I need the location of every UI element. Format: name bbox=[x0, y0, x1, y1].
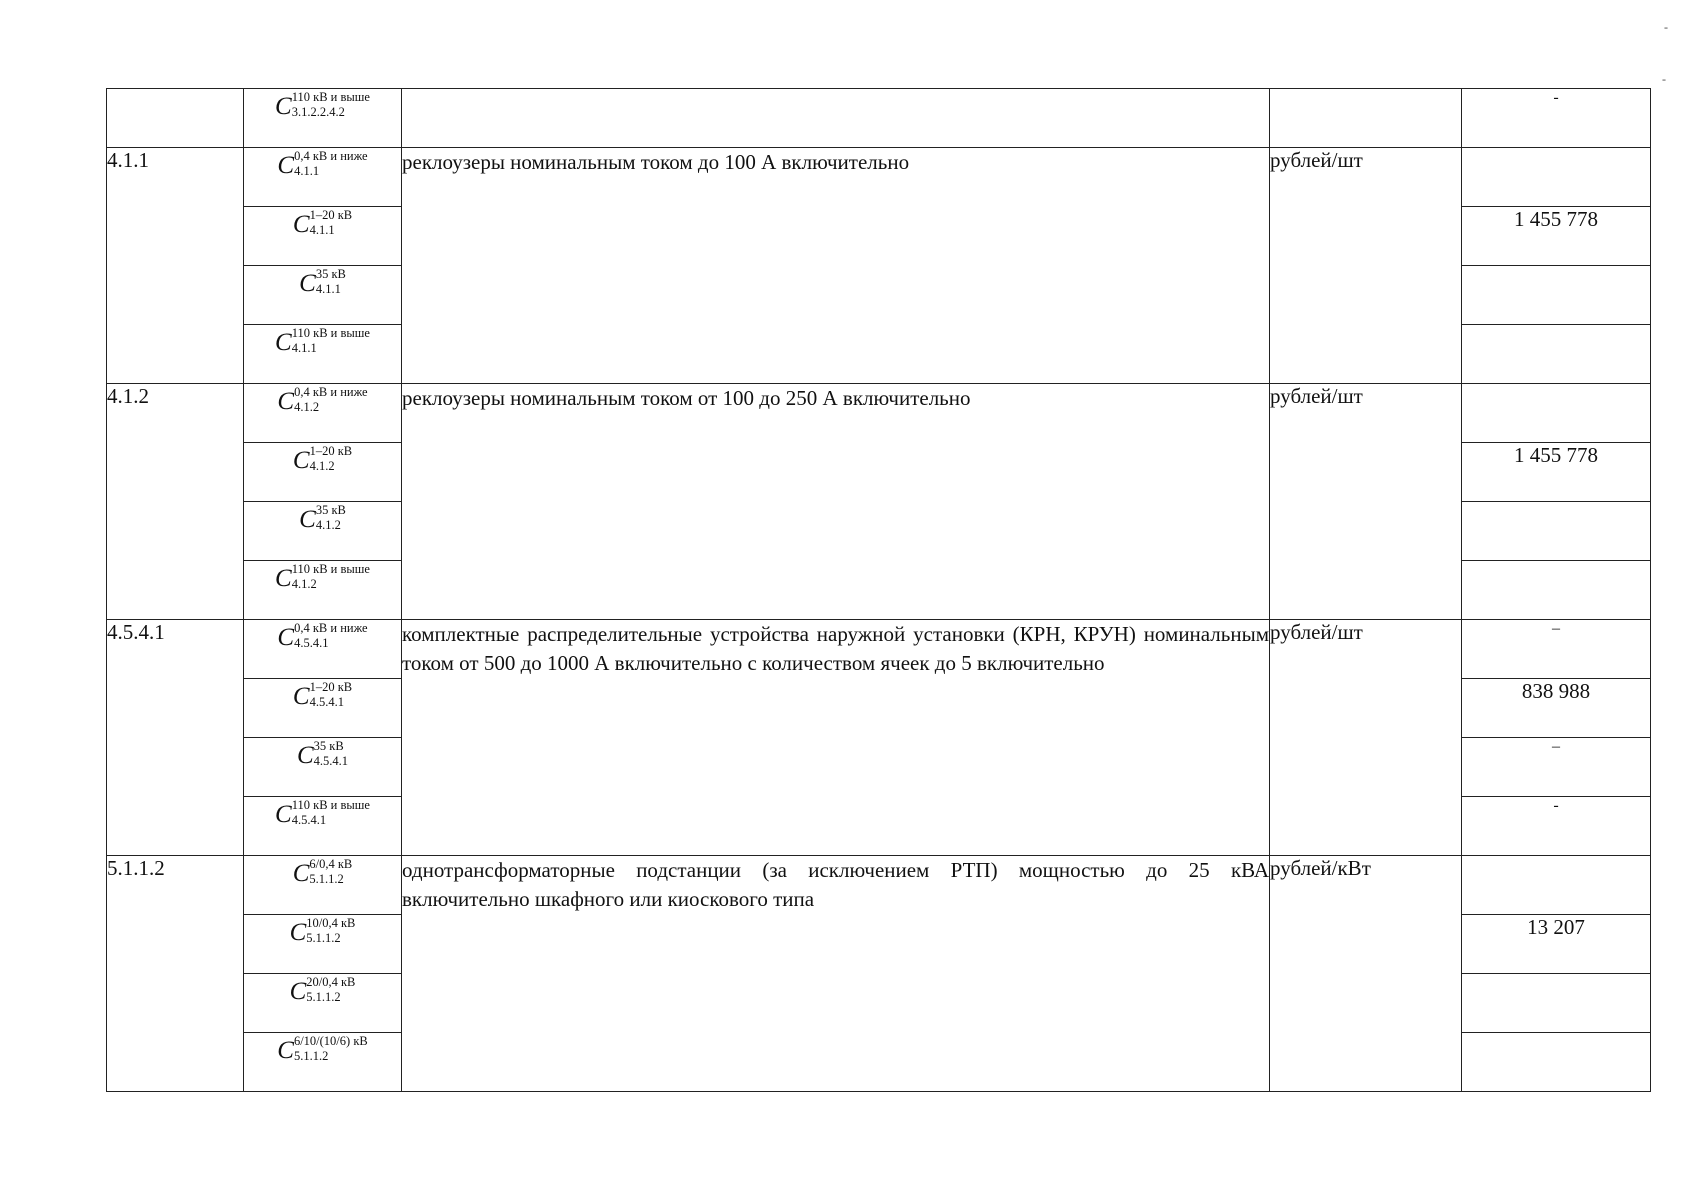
symbol-letter: C bbox=[292, 860, 310, 887]
symbol-superscript: 35 кВ bbox=[315, 267, 346, 281]
value-cell: - bbox=[1462, 89, 1651, 148]
value-cell bbox=[1462, 148, 1651, 207]
symbol-cell bbox=[244, 974, 402, 1033]
symbol-letter: C bbox=[275, 565, 292, 592]
description-cell: комплектные распределительные устройства наружной установки (КРН, КРУН) номинальным током от 500 до 1000 А включительно с количеством ячеек до 5 включительно bbox=[402, 620, 1270, 856]
symbol-superscript: 1–20 кВ bbox=[309, 680, 353, 694]
symbol-letter: C bbox=[292, 683, 310, 710]
symbol-subscript: 4.5.4.1 bbox=[313, 754, 349, 768]
description-cell: реклоузеры номинальным током до 100 А включительно bbox=[402, 148, 1270, 384]
corner-mark-top: - bbox=[1664, 20, 1668, 34]
symbol-letter: C bbox=[292, 447, 310, 474]
symbol-superscript: 35 кВ bbox=[313, 739, 344, 753]
value-cell bbox=[1462, 1033, 1651, 1092]
symbol-superscript: 1–20 кВ bbox=[309, 444, 353, 458]
symbol-superscript: 20/0,4 кВ bbox=[306, 975, 356, 989]
value-cell bbox=[1462, 974, 1651, 1033]
symbol-subscript: 4.1.1 bbox=[291, 341, 317, 355]
value-cell: 13 207 bbox=[1462, 915, 1651, 974]
value-cell bbox=[1462, 502, 1651, 561]
symbol-subscript: 5.1.1.2 bbox=[306, 990, 341, 1004]
symbol-superscript: 6/0,4 кВ bbox=[309, 857, 353, 871]
code-cell: 4.1.2 bbox=[107, 384, 244, 620]
symbol-subscript: 4.1.1 bbox=[315, 282, 341, 296]
symbol-superscript: 110 кВ и выше bbox=[291, 326, 370, 340]
symbol-subscript: 4.5.4.1 bbox=[294, 636, 329, 650]
symbol-cell bbox=[244, 384, 402, 443]
unit-cell: рублей/шт bbox=[1270, 620, 1462, 856]
symbol-superscript: 110 кВ и выше bbox=[291, 562, 370, 576]
symbol-cell bbox=[244, 325, 402, 384]
symbol-letter: C bbox=[277, 388, 295, 415]
value-cell bbox=[1462, 561, 1651, 620]
code-cell: 4.5.4.1 bbox=[107, 620, 244, 856]
symbol-cell bbox=[244, 797, 402, 856]
symbol-subscript: 4.5.4.1 bbox=[291, 813, 327, 827]
description-cell bbox=[402, 89, 1270, 148]
symbol-cell bbox=[244, 502, 402, 561]
symbol-subscript: 4.1.2 bbox=[291, 577, 317, 591]
value-cell: 838 988 bbox=[1462, 679, 1651, 738]
code-cell bbox=[107, 89, 244, 148]
symbol-cell bbox=[244, 738, 402, 797]
symbol-cell bbox=[244, 679, 402, 738]
symbol-superscript: 0,4 кВ и ниже bbox=[294, 621, 368, 635]
table-row bbox=[107, 856, 1651, 915]
symbol-cell bbox=[244, 266, 402, 325]
symbol-superscript: 6/10/(10/6) кВ bbox=[293, 1034, 368, 1048]
value-cell: - bbox=[1462, 797, 1651, 856]
symbol-letter: C bbox=[299, 506, 316, 533]
symbol-cell bbox=[244, 148, 402, 207]
symbol-letter: C bbox=[289, 919, 307, 946]
symbol-superscript: 0,4 кВ и ниже bbox=[294, 385, 368, 399]
symbol-cell bbox=[244, 207, 402, 266]
symbol-cell bbox=[244, 89, 402, 148]
symbol-cell bbox=[244, 1033, 402, 1092]
symbol-superscript: 1–20 кВ bbox=[309, 208, 353, 222]
symbol-cell bbox=[244, 620, 402, 679]
symbol-cell bbox=[244, 856, 402, 915]
value-cell: – bbox=[1462, 738, 1651, 797]
value-cell: – bbox=[1462, 620, 1651, 679]
symbol-cell bbox=[244, 443, 402, 502]
symbol-superscript: 10/0,4 кВ bbox=[306, 916, 356, 930]
tariff-table-body bbox=[107, 89, 1651, 1092]
code-cell: 4.1.1 bbox=[107, 148, 244, 384]
symbol-letter: C bbox=[277, 624, 295, 651]
value-cell bbox=[1462, 325, 1651, 384]
symbol-subscript: 5.1.1.2 bbox=[309, 872, 344, 886]
symbol-subscript: 5.1.1.2 bbox=[293, 1049, 329, 1063]
symbol-letter: C bbox=[292, 211, 310, 238]
table-row bbox=[107, 148, 1651, 207]
unit-cell: рублей/шт bbox=[1270, 148, 1462, 384]
unit-cell: рублей/шт bbox=[1270, 384, 1462, 620]
code-cell: 5.1.1.2 bbox=[107, 856, 244, 1092]
symbol-cell bbox=[244, 561, 402, 620]
symbol-superscript: 110 кВ и выше bbox=[291, 798, 370, 812]
symbol-superscript: 35 кВ bbox=[315, 503, 346, 517]
value-cell: 1 455 778 bbox=[1462, 207, 1651, 266]
symbol-letter: C bbox=[275, 329, 292, 356]
table-row bbox=[107, 89, 1651, 148]
symbol-letter: C bbox=[299, 270, 316, 297]
description-cell: однотрансформаторные подстанции (за исключением РТП) мощностью до 25 кВА включительно шкафного или киоскового типа bbox=[402, 856, 1270, 1092]
symbol-subscript: 4.1.1 bbox=[294, 164, 320, 178]
symbol-subscript: 4.5.4.1 bbox=[309, 695, 344, 709]
description-cell: реклоузеры номинальным током от 100 до 250 А включительно bbox=[402, 384, 1270, 620]
symbol-letter: C bbox=[277, 1037, 294, 1064]
value-cell bbox=[1462, 384, 1651, 443]
symbol-letter: C bbox=[289, 978, 307, 1005]
symbol-letter: C bbox=[275, 801, 292, 828]
table-row bbox=[107, 620, 1651, 679]
symbol-letter: C bbox=[275, 93, 292, 120]
value-cell: 1 455 778 bbox=[1462, 443, 1651, 502]
symbol-subscript: 4.1.2 bbox=[309, 459, 335, 473]
unit-cell: рублей/кВт bbox=[1270, 856, 1462, 1092]
symbol-superscript: 110 кВ и выше bbox=[291, 90, 370, 104]
symbol-subscript: 5.1.1.2 bbox=[306, 931, 341, 945]
tariff-table bbox=[106, 88, 1651, 1092]
symbol-letter: C bbox=[277, 152, 295, 179]
unit-cell bbox=[1270, 89, 1462, 148]
corner-mark-side: - bbox=[1662, 72, 1666, 86]
symbol-cell bbox=[244, 915, 402, 974]
table-row bbox=[107, 384, 1651, 443]
symbol-subscript: 3.1.2.2.4.2 bbox=[291, 105, 345, 119]
value-cell bbox=[1462, 856, 1651, 915]
value-cell bbox=[1462, 266, 1651, 325]
symbol-superscript: 0,4 кВ и ниже bbox=[294, 149, 368, 163]
symbol-subscript: 4.1.2 bbox=[294, 400, 320, 414]
symbol-subscript: 4.1.2 bbox=[315, 518, 341, 532]
symbol-subscript: 4.1.1 bbox=[309, 223, 335, 237]
symbol-letter: C bbox=[296, 742, 314, 769]
